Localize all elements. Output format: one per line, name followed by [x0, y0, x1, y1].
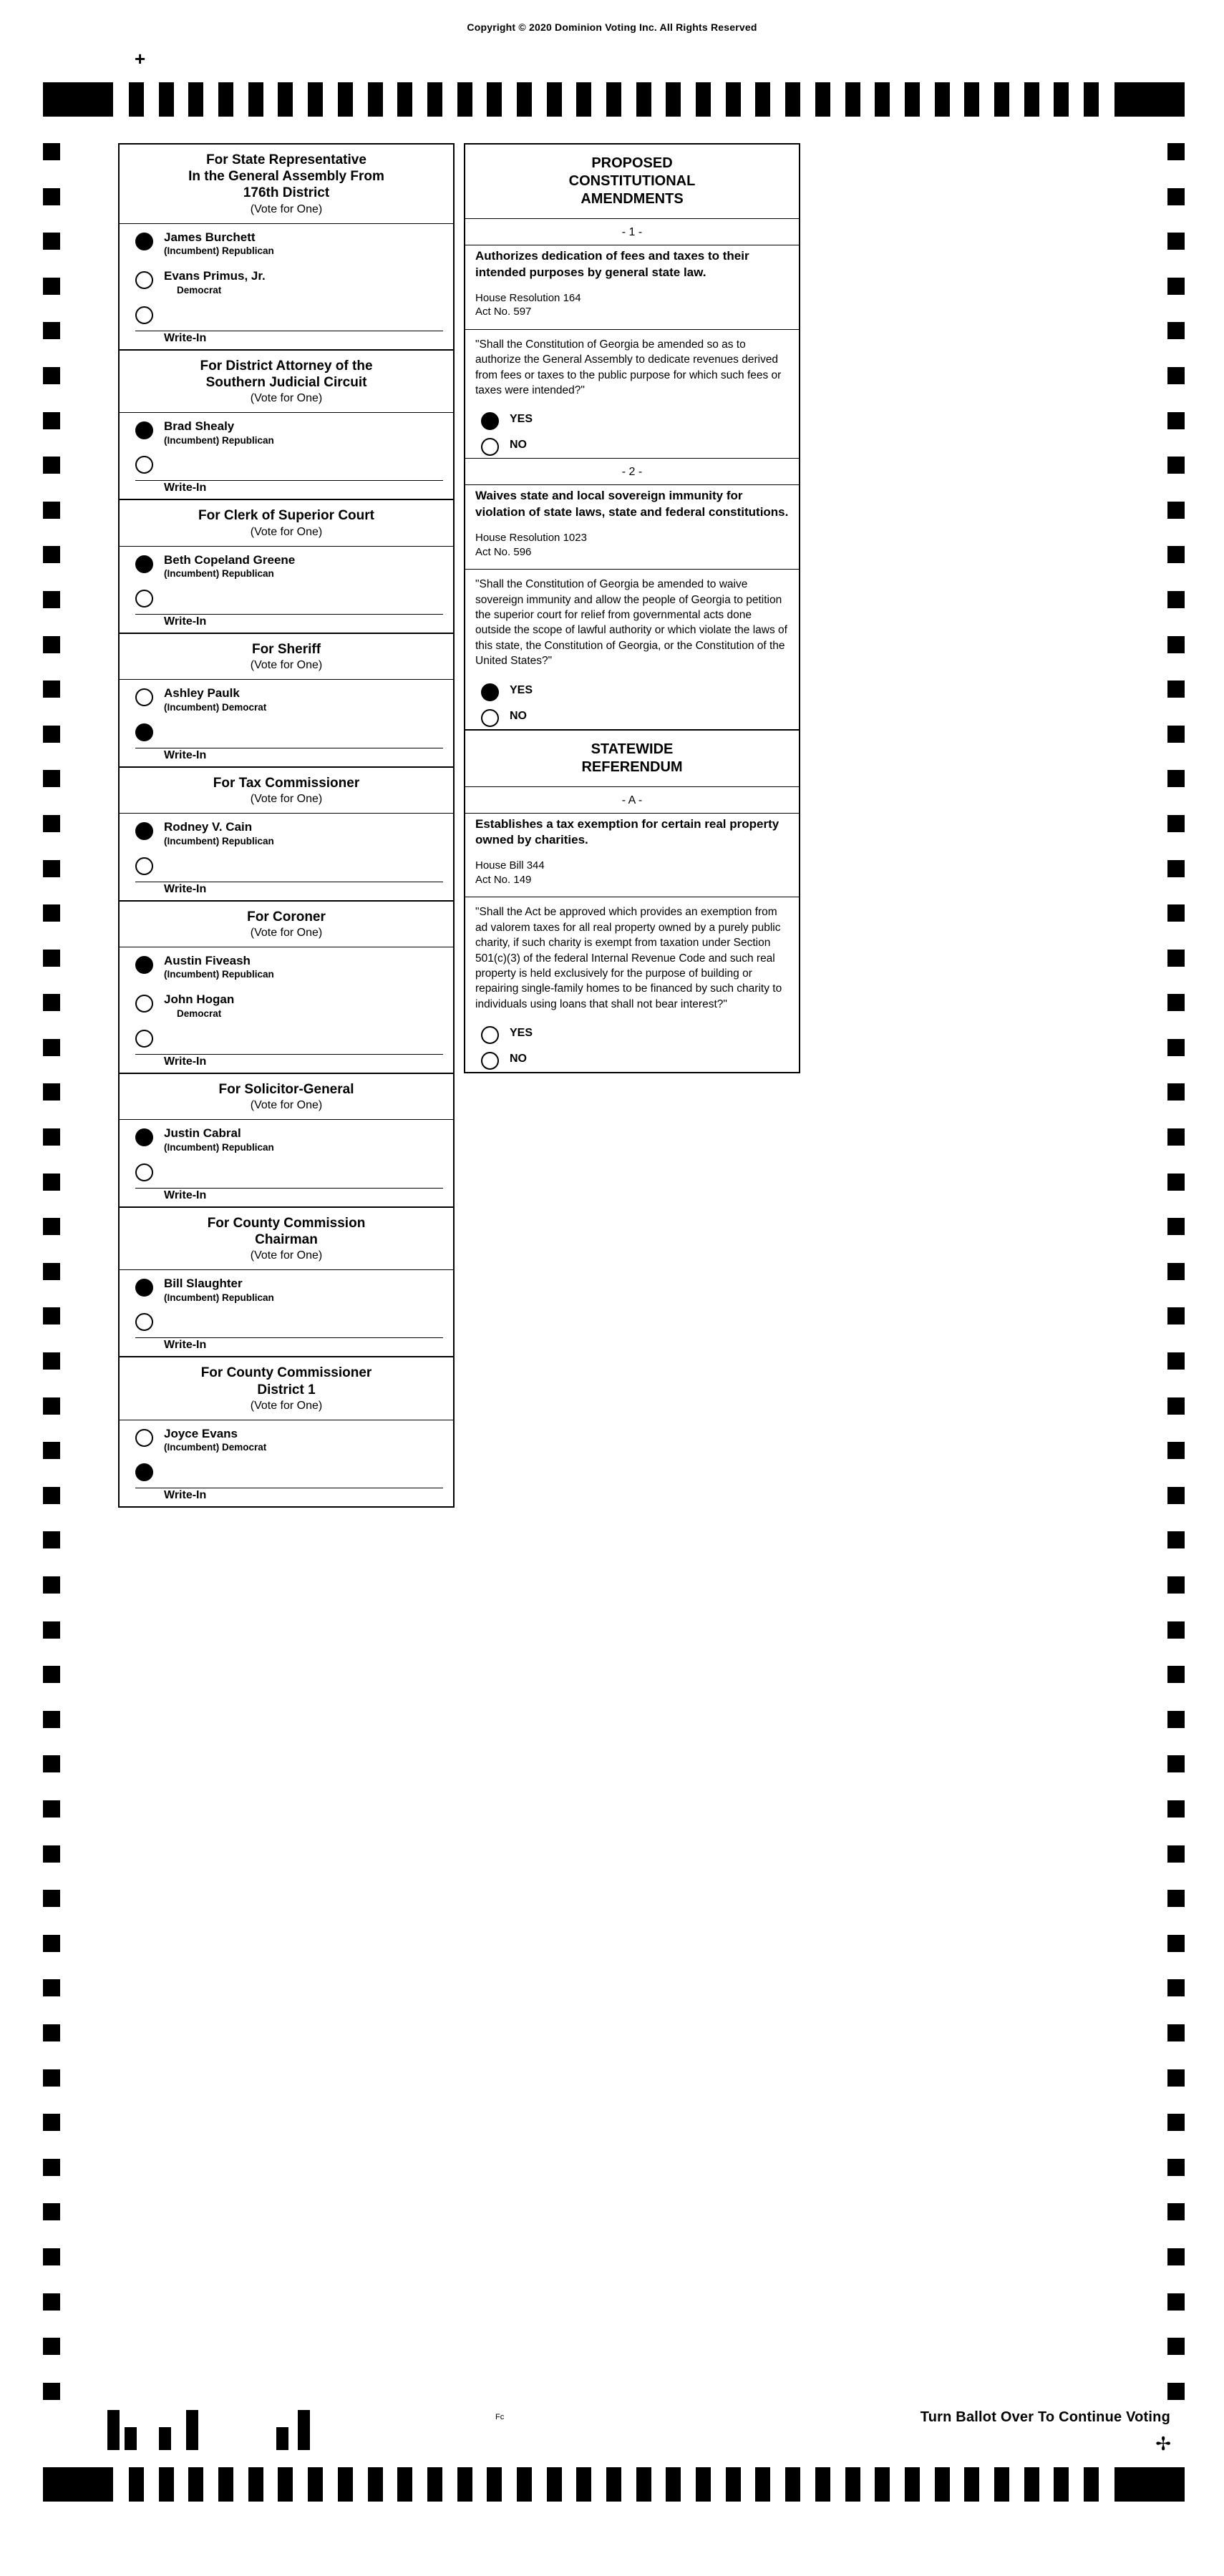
contest-box	[118, 349, 455, 501]
vote-for-instruction: (Vote for One)	[250, 525, 323, 538]
arrow-icon: ✢	[1155, 2433, 1171, 2454]
candidate-name: Bill Slaughter	[164, 1276, 243, 1290]
write-in-option[interactable]	[120, 853, 453, 900]
candidate-party: (Incumbent) Republican	[164, 969, 274, 980]
candidate-party: (Incumbent) Republican	[164, 1292, 274, 1303]
vote-for-instruction: (Vote for One)	[250, 1249, 323, 1262]
write-in-label: Write-In	[164, 482, 207, 494]
contest-header	[120, 634, 453, 679]
vote-oval[interactable]	[135, 233, 153, 250]
vote-oval[interactable]	[481, 709, 499, 727]
measure-no-option[interactable]: NO	[465, 432, 799, 458]
contest-box	[118, 1206, 455, 1358]
contest-box	[118, 766, 455, 902]
vote-oval[interactable]	[135, 995, 153, 1013]
candidate-option[interactable]	[120, 680, 453, 719]
contest-box	[118, 499, 455, 634]
write-in-label: Write-In	[164, 615, 207, 628]
contest-title: For Solicitor-General	[218, 1081, 354, 1097]
copyright-notice: Copyright © 2020 Dominion Voting Inc. All Rights Reserved	[467, 21, 757, 33]
contest-header	[120, 1208, 453, 1269]
vote-oval[interactable]	[135, 271, 153, 289]
registration-plus-icon: +	[135, 48, 146, 69]
candidate-option[interactable]	[120, 947, 453, 987]
measure-question: "Shall the Constitution of Georgia be amended to waive sovereign immunity and allow the people of Georgia to petition the superior court for relief from governmental acts done outside the scope of lawful authority or which violate the laws of this state, the Constitution of Georgia, or the Constitution of the United States?"	[475, 578, 787, 668]
write-in-option[interactable]	[120, 1459, 453, 1506]
candidate-name: Evans Primus, Jr.	[164, 269, 266, 283]
candidate-option[interactable]	[120, 263, 453, 302]
write-in-option[interactable]	[120, 1025, 453, 1073]
candidate-option[interactable]	[120, 986, 453, 1025]
statewide-referendum-header: STATEWIDE REFERENDUM	[581, 741, 683, 775]
write-in-option[interactable]	[120, 585, 453, 633]
write-in-label: Write-In	[164, 1189, 207, 1201]
contest-header	[120, 500, 453, 545]
contest-title: For District Attorney of the Southern Judicial Circuit	[200, 358, 373, 390]
proposed-amendments-header: PROPOSED CONSTITUTIONAL AMENDMENTS	[568, 155, 696, 207]
timing-marks-top	[43, 82, 1185, 117]
contest-header	[120, 1357, 453, 1419]
contests-column-left	[118, 143, 455, 1506]
measure-reference: House Resolution 164 Act No. 597	[475, 291, 581, 318]
contest-header	[120, 768, 453, 813]
contest-header	[120, 1074, 453, 1119]
candidate-option[interactable]	[120, 547, 453, 586]
vote-oval[interactable]	[481, 412, 499, 430]
write-in-option[interactable]	[120, 719, 453, 766]
measure-number: - 2 -	[621, 466, 643, 479]
vote-for-instruction: (Vote for One)	[250, 659, 323, 672]
contest-title: For County Commission Chairman	[207, 1215, 366, 1247]
write-in-label: Write-In	[164, 1489, 207, 1502]
contest-title: For Sheriff	[251, 642, 321, 658]
ballot-id-label: Fc	[495, 2413, 505, 2421]
contest-box	[118, 1356, 455, 1508]
candidate-name: Justin Cabral	[164, 1126, 241, 1140]
candidate-name: Beth Copeland Greene	[164, 552, 296, 567]
write-in-label: Write-In	[164, 331, 207, 344]
vote-oval[interactable]	[135, 723, 153, 741]
measure-summary: Establishes a tax exemption for certain real property owned by charities.	[475, 816, 779, 847]
contest-box	[118, 900, 455, 1074]
write-in-line[interactable]	[135, 614, 443, 615]
candidate-option[interactable]	[120, 413, 453, 452]
statewide-referendum-box	[464, 729, 800, 1074]
measure-question: "Shall the Constitution of Georgia be amended so as to authorize the General Assembly to dedicate revenues derived from fees or taxes to the public purpose for which such fees or taxes were intended?"	[475, 338, 782, 396]
contest-header	[120, 902, 453, 947]
candidate-name: Austin Fiveash	[164, 953, 251, 967]
contest-box	[118, 633, 455, 768]
ballot-id-marks	[107, 2403, 505, 2450]
measure-reference: House Bill 344 Act No. 149	[475, 859, 545, 886]
vote-for-instruction: (Vote for One)	[250, 793, 323, 806]
measure-number: - 1 -	[621, 226, 643, 238]
candidate-option[interactable]	[120, 1420, 453, 1460]
measure-summary: Authorizes dedication of fees and taxes to their intended purposes by general state law.	[475, 249, 749, 279]
vote-oval[interactable]	[135, 555, 153, 573]
contest-box	[118, 143, 455, 351]
candidate-name: John Hogan	[164, 992, 235, 1007]
timing-marks-right	[1167, 143, 1185, 2427]
contest-title: For Clerk of Superior Court	[198, 508, 374, 524]
measure-number: - A -	[621, 794, 643, 806]
candidate-party: (Incumbent) Republican	[164, 245, 274, 257]
candidate-party: (Incumbent) Republican	[164, 568, 274, 580]
write-in-line[interactable]	[135, 1188, 443, 1189]
contest-box	[118, 1073, 455, 1208]
write-in-label: Write-In	[164, 1339, 207, 1352]
measure-yes-option[interactable]: YES	[465, 406, 799, 432]
write-in-label: Write-In	[164, 882, 207, 895]
vote-oval[interactable]	[481, 683, 499, 701]
vote-oval[interactable]	[135, 857, 153, 875]
candidate-option[interactable]	[120, 224, 453, 263]
candidate-name: Rodney V. Cain	[164, 820, 253, 834]
contest-title: For Coroner	[247, 909, 326, 924]
measure-reference: House Resolution 1023 Act No. 596	[475, 532, 587, 558]
candidate-option[interactable]	[120, 1270, 453, 1309]
candidate-party: (Incumbent) Democrat	[164, 702, 267, 713]
contest-title: For County Commissioner District 1	[200, 1365, 372, 1397]
contest-header	[120, 351, 453, 412]
vote-for-instruction: (Vote for One)	[250, 391, 323, 404]
vote-oval[interactable]	[135, 456, 153, 474]
candidate-party: (Incumbent) Democrat	[164, 1442, 267, 1453]
measure-no-option[interactable]: NO	[465, 703, 799, 729]
write-in-option[interactable]	[120, 302, 453, 349]
measure-no-option[interactable]: NO	[465, 1046, 799, 1072]
vote-oval[interactable]	[135, 1429, 153, 1447]
vote-oval[interactable]	[135, 1163, 153, 1181]
measure-yes-option[interactable]: YES	[465, 1020, 799, 1046]
candidate-name: Joyce Evans	[164, 1426, 238, 1440]
candidate-option[interactable]	[120, 1120, 453, 1159]
measure-summary: Waives state and local sovereign immunity for violation of state laws, state and federal constitutions.	[475, 489, 789, 519]
write-in-line[interactable]	[135, 480, 443, 481]
vote-oval[interactable]	[135, 590, 153, 608]
measure-yes-option[interactable]: YES	[465, 678, 799, 703]
measures-column-right	[464, 143, 800, 1072]
candidate-party: Democrat	[177, 284, 222, 296]
candidate-party: (Incumbent) Republican	[164, 1141, 274, 1153]
measure-question: "Shall the Act be approved which provides an exemption from ad valorem taxes for all real property owned by a purely public charity, if such charity is exempt from taxation under Section 501(c)(3) of the federal Internal Revenue Code and such real property is held exclusively for the purpose of building or repairing single-family homes to be financed by such charity to individuals using loans that shall not bear interest?"	[475, 906, 782, 1010]
write-in-option[interactable]	[120, 452, 453, 499]
vote-oval[interactable]	[135, 1030, 153, 1048]
vote-oval[interactable]	[135, 421, 153, 439]
write-in-line[interactable]	[135, 1054, 443, 1055]
candidate-party: (Incumbent) Republican	[164, 434, 274, 446]
vote-for-instruction: (Vote for One)	[250, 1098, 323, 1111]
candidate-name: Brad Shealy	[164, 419, 235, 433]
candidate-option[interactable]	[120, 814, 453, 853]
vote-oval[interactable]	[135, 1279, 153, 1297]
vote-oval[interactable]	[135, 1313, 153, 1331]
vote-for-instruction: (Vote for One)	[250, 203, 323, 215]
contest-header	[120, 145, 453, 223]
vote-oval[interactable]	[135, 1463, 153, 1481]
vote-for-instruction: (Vote for One)	[250, 926, 323, 939]
candidate-name: James Burchett	[164, 230, 256, 244]
vote-oval[interactable]	[135, 956, 153, 974]
write-in-line[interactable]	[135, 1337, 443, 1338]
vote-oval[interactable]	[135, 822, 153, 840]
write-in-option[interactable]	[120, 1159, 453, 1206]
contest-title: For State Representative In the General Assembly From 176th District	[188, 152, 384, 201]
vote-oval[interactable]	[481, 1052, 499, 1070]
vote-oval[interactable]	[481, 438, 499, 456]
vote-oval[interactable]	[481, 1026, 499, 1044]
write-in-option[interactable]	[120, 1309, 453, 1356]
vote-oval[interactable]	[135, 306, 153, 324]
timing-marks-left	[43, 143, 60, 2427]
write-in-label: Write-In	[164, 1055, 207, 1068]
vote-for-instruction: (Vote for One)	[250, 1399, 323, 1412]
timing-marks-bottom	[43, 2467, 1185, 2502]
write-in-label: Write-In	[164, 748, 207, 761]
candidate-party: Democrat	[177, 1008, 222, 1019]
turn-ballot-over-text: Turn Ballot Over To Continue Voting	[920, 2409, 1170, 2425]
candidate-party: (Incumbent) Republican	[164, 835, 274, 847]
vote-oval[interactable]	[135, 688, 153, 706]
contest-title: For Tax Commissioner	[213, 775, 360, 791]
proposed-amendments-box	[464, 143, 800, 731]
candidate-name: Ashley Paulk	[164, 686, 240, 701]
vote-oval[interactable]	[135, 1128, 153, 1146]
